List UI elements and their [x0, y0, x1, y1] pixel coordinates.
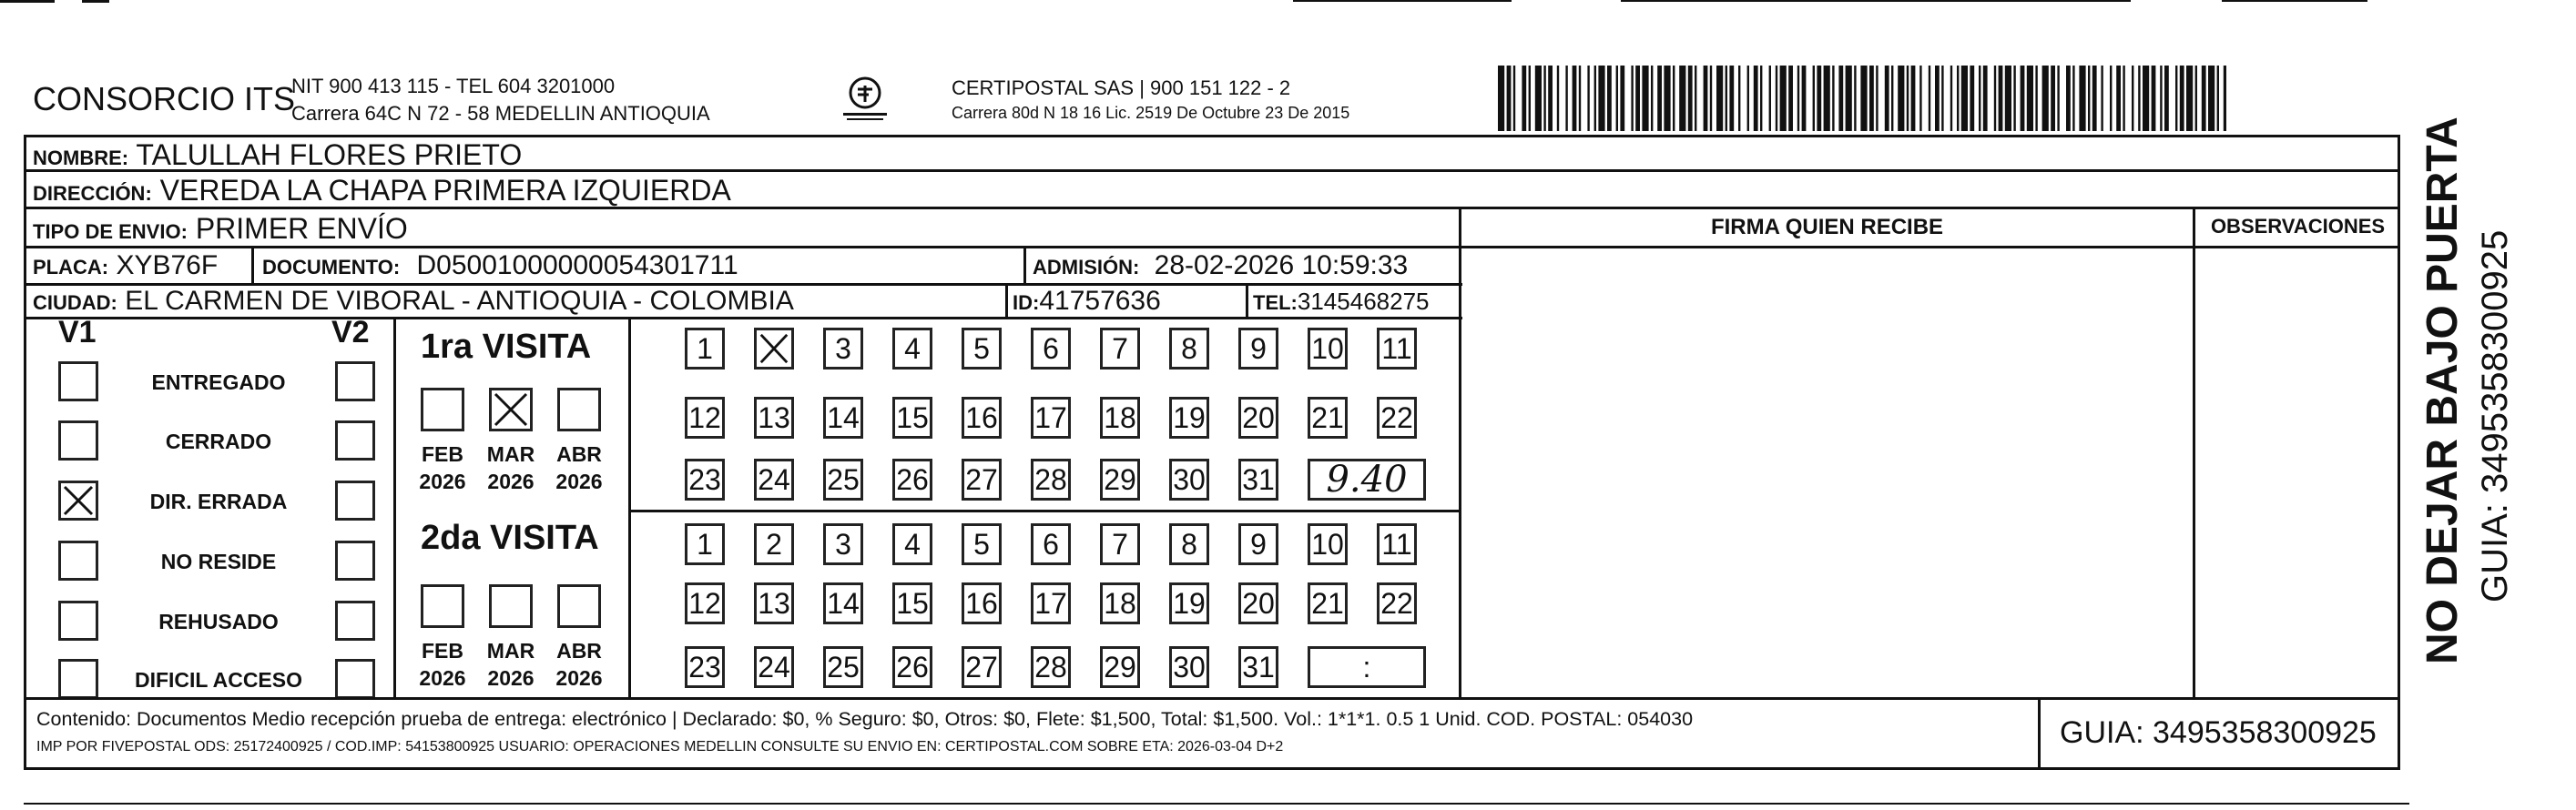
day-box[interactable]: 10: [1308, 523, 1348, 565]
day-box[interactable]: 11: [1377, 523, 1417, 565]
day-box[interactable]: 10: [1308, 328, 1348, 370]
check-x-mark: [757, 329, 791, 368]
day-box[interactable]: 23: [685, 646, 725, 688]
month-label: FEB: [422, 639, 463, 663]
day-box[interactable]: 16: [962, 397, 1002, 439]
day-box[interactable]: 8: [1169, 523, 1209, 565]
day-box[interactable]: 7: [1100, 523, 1140, 565]
section-divider: [393, 317, 396, 697]
column-divider: [1246, 283, 1248, 317]
month-label: MAR: [486, 639, 535, 663]
day-box[interactable]: 4: [892, 328, 932, 370]
day-box[interactable]: 25: [823, 459, 863, 501]
plate-row: [33, 250, 218, 281]
year-label: 2026: [555, 470, 603, 493]
day-box[interactable]: 5: [962, 328, 1002, 370]
side-guide: GUIA: 3495358300925: [2475, 229, 2515, 602]
day-box[interactable]: 29: [1100, 459, 1140, 501]
column-divider: [1459, 209, 1461, 697]
content-line: Contenido: Documentos Medio recepción prueba de entrega: electrónico | Declarado: $0, % Seguro: $0, Otros: $0, Flete: $1,500, Total: $1,500. Vol.: 1*1*1. 0.5 1 Unid. COD. POSTAL: 054030: [36, 708, 1694, 730]
day-box[interactable]: 1: [685, 328, 725, 370]
v1-checkbox[interactable]: [58, 541, 98, 581]
day-box[interactable]: 11: [1377, 328, 1417, 370]
day-box[interactable]: 17: [1031, 582, 1071, 624]
day-box[interactable]: 22: [1377, 582, 1417, 624]
plate-value: XYB76F: [116, 250, 219, 280]
city-row: [33, 286, 794, 317]
v1-label: V1: [58, 315, 97, 349]
company-name: CONSORCIO ITS: [33, 80, 296, 117]
day-box[interactable]: 21: [1308, 582, 1348, 624]
day-box[interactable]: 13: [754, 397, 794, 439]
imp-line: IMP POR FIVEPOSTAL ODS: 25172400925 / COD.IMP: 54153800925 USUARIO: OPERACIONES MEDELLIN CONSULTE SU ENVIO EN: CERTIPOSTAL.COM SOBRE ETA: 2026-03-04 D+2: [36, 739, 1284, 754]
document-value: D05001000000054301711: [416, 250, 738, 280]
footer-divider: [24, 697, 2400, 700]
day-box[interactable]: 13: [754, 582, 794, 624]
year-label: 2026: [487, 470, 535, 493]
scan-edge-mark: [1293, 0, 1512, 2]
month-label: ABR: [556, 442, 602, 466]
day-box[interactable]: 30: [1169, 459, 1209, 501]
year-label: 2026: [419, 666, 466, 690]
id-row: [1013, 286, 1161, 317]
scan-edge-mark: [82, 0, 109, 3]
month-checkbox[interactable]: [557, 388, 601, 431]
recipient-name: TALULLAH FLORES PRIETO: [136, 138, 523, 171]
scan-edge-mark: [2222, 0, 2367, 2]
day-box[interactable]: 14: [823, 397, 863, 439]
day-box[interactable]: 17: [1031, 397, 1071, 439]
day-box[interactable]: 12: [685, 582, 725, 624]
plate-label: PLACA:: [33, 256, 109, 278]
row-divider: [24, 317, 1462, 319]
id-label: ID:: [1013, 291, 1040, 314]
row-divider: [1459, 246, 2400, 248]
column-divider: [2193, 209, 2195, 697]
day-box[interactable]: 3: [823, 523, 863, 565]
day-box[interactable]: 3: [823, 328, 863, 370]
v2-checkbox[interactable]: [335, 481, 375, 521]
day-box[interactable]: 15: [892, 582, 932, 624]
admission-value: 28-02-2026 10:59:33: [1154, 250, 1409, 280]
v2-label: V2: [331, 315, 370, 349]
day-box[interactable]: 26: [892, 646, 932, 688]
month-checkbox[interactable]: [489, 388, 533, 431]
day-box[interactable]: 24: [754, 646, 794, 688]
scan-edge-mark: [1621, 0, 2131, 2]
side-warning: NO DEJAR BAJO PUERTA: [2418, 116, 2467, 664]
day-box[interactable]: 27: [962, 459, 1002, 501]
month-checkbox[interactable]: [421, 584, 464, 628]
recipient-address: VEREDA LA CHAPA PRIMERA IZQUIERDA: [159, 174, 731, 207]
tel-label: TEL:: [1253, 291, 1298, 314]
footer-guide: GUIA: 3495358300925: [2060, 715, 2377, 750]
v1-checkbox[interactable]: [58, 420, 98, 461]
day-box[interactable]: 12: [685, 397, 725, 439]
admission-row: [1033, 250, 1408, 281]
day-box[interactable]: 28: [1031, 646, 1071, 688]
shipment-type: PRIMER ENVÍO: [195, 212, 408, 245]
address-label: DIRECCIÓN:: [33, 182, 152, 205]
check-x-mark: [492, 390, 530, 429]
city-value: EL CARMEN DE VIBORAL - ANTIOQUIA - COLOMBIA: [125, 286, 794, 316]
year-label: 2026: [419, 470, 466, 493]
column-divider: [251, 246, 254, 283]
scan-edge-mark: [24, 803, 2409, 805]
time-box[interactable]: 9.40: [1308, 459, 1426, 501]
observations-header: OBSERVACIONES: [2210, 215, 2386, 238]
status-option-label: DIFICIL ACCESO: [134, 668, 302, 692]
day-box[interactable]: 14: [823, 582, 863, 624]
day-box[interactable]: 18: [1100, 582, 1140, 624]
v1-checkbox[interactable]: [58, 659, 98, 699]
day-box[interactable]: 16: [962, 582, 1002, 624]
v1-checkbox[interactable]: [58, 481, 98, 521]
day-box[interactable]: 24: [754, 459, 794, 501]
carrier-name: CERTIPOSTAL SAS | 900 151 122 - 2: [952, 76, 1291, 99]
company-nit: NIT 900 413 115 - TEL 604 3201000: [291, 75, 616, 97]
day-box[interactable]: 8: [1169, 328, 1209, 370]
day-box[interactable]: 20: [1238, 582, 1278, 624]
day-box[interactable]: 9: [1238, 523, 1278, 565]
day-box[interactable]: 4: [892, 523, 932, 565]
day-box[interactable]: 30: [1169, 646, 1209, 688]
tel-row: [1253, 288, 1430, 316]
day-box[interactable]: 20: [1238, 397, 1278, 439]
status-option-label: DIR. ERRADA: [149, 490, 288, 513]
year-label: 2026: [555, 666, 603, 690]
shipment-row: [33, 212, 408, 246]
month-label: ABR: [556, 639, 602, 663]
day-box[interactable]: 31: [1238, 646, 1278, 688]
day-box[interactable]: 9: [1238, 328, 1278, 370]
name-row: [33, 138, 522, 172]
footer-column-divider: [2038, 697, 2041, 770]
column-divider: [1005, 283, 1008, 317]
day-box[interactable]: 22: [1377, 397, 1417, 439]
id-value: 41757636: [1039, 286, 1161, 316]
day-box[interactable]: 15: [892, 397, 932, 439]
v2-checkbox[interactable]: [335, 420, 375, 461]
day-box[interactable]: [754, 328, 794, 370]
v1-checkbox[interactable]: [58, 361, 98, 401]
v2-checkbox[interactable]: [335, 601, 375, 641]
v2-checkbox[interactable]: [335, 659, 375, 699]
v2-checkbox[interactable]: [335, 541, 375, 581]
column-divider: [1023, 246, 1026, 283]
carrier-address: Carrera 80d N 18 16 Lic. 2519 De Octubre 23 De 2015: [952, 104, 1350, 122]
row-divider: [24, 246, 1462, 248]
month-checkbox[interactable]: [489, 584, 533, 628]
month-label: FEB: [422, 442, 463, 466]
day-box[interactable]: 19: [1169, 397, 1209, 439]
day-box[interactable]: 29: [1100, 646, 1140, 688]
day-box[interactable]: 26: [892, 459, 932, 501]
time-box[interactable]: :: [1308, 646, 1426, 688]
day-box[interactable]: 6: [1031, 523, 1071, 565]
month-checkbox[interactable]: [557, 584, 601, 628]
day-box[interactable]: 1: [685, 523, 725, 565]
day-box[interactable]: 6: [1031, 328, 1071, 370]
status-option-label: CERRADO: [165, 430, 272, 453]
status-option-label: ENTREGADO: [151, 370, 286, 394]
v1-checkbox[interactable]: [58, 601, 98, 641]
barcode: [1498, 66, 2226, 131]
name-label: NOMBRE:: [33, 147, 129, 169]
day-box[interactable]: 5: [962, 523, 1002, 565]
month-checkbox[interactable]: [421, 388, 464, 431]
day-box[interactable]: 25: [823, 646, 863, 688]
scan-edge-mark: [0, 0, 55, 3]
signature-header: FIRMA QUIEN RECIBE: [1710, 215, 1944, 239]
section-divider: [628, 317, 631, 697]
visit2-title: 2da VISITA: [421, 519, 599, 557]
day-box[interactable]: 27: [962, 646, 1002, 688]
section-divider: [628, 510, 1461, 512]
day-box[interactable]: 31: [1238, 459, 1278, 501]
address-row: [33, 174, 731, 208]
city-label: CIUDAD:: [33, 291, 117, 314]
v2-checkbox[interactable]: [335, 361, 375, 401]
check-x-mark: [61, 483, 96, 518]
year-label: 2026: [487, 666, 535, 690]
status-option-label: REHUSADO: [158, 610, 279, 633]
document-row: [262, 250, 738, 281]
day-box[interactable]: 18: [1100, 397, 1140, 439]
status-option-label: NO RESIDE: [160, 550, 277, 573]
month-label: MAR: [486, 442, 535, 466]
day-box[interactable]: 21: [1308, 397, 1348, 439]
admission-label: ADMISIÓN:: [1033, 256, 1140, 278]
visit1-title: 1ra VISITA: [421, 328, 592, 366]
company-address: Carrera 64C N 72 - 58 MEDELLIN ANTIOQUIA: [291, 102, 710, 125]
day-box[interactable]: 2: [754, 523, 794, 565]
day-box[interactable]: 19: [1169, 582, 1209, 624]
tel-value: 3145468275: [1297, 288, 1430, 315]
certipostal-logo: [838, 75, 892, 124]
document-label: DOCUMENTO:: [262, 256, 401, 278]
day-box[interactable]: 7: [1100, 328, 1140, 370]
day-box[interactable]: 28: [1031, 459, 1071, 501]
day-box[interactable]: 23: [685, 459, 725, 501]
shipment-label: TIPO DE ENVIO:: [33, 220, 188, 243]
